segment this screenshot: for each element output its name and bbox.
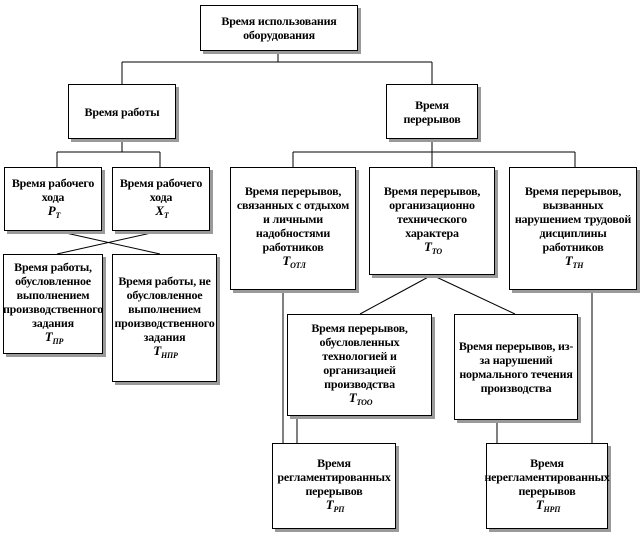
- node-work-x-label: Время рабочего хода: [119, 175, 203, 204]
- node-break-too-label: Время перерывов, обусловленных технологией и организацией производства: [311, 320, 408, 391]
- node-break-otl-symbol: [234, 254, 352, 273]
- node-break-tn-label: Время перерывов, вызванных нарушением трудовой дисциплины работников: [514, 184, 632, 254]
- node-break-tn: [509, 167, 637, 290]
- node-work-tpr-symbol: [3, 330, 103, 349]
- node-work-tnpr-sub: НПР: [161, 350, 178, 360]
- node-break-nrp: [486, 443, 608, 529]
- node-break-nrp-symbol: [484, 498, 609, 517]
- node-break-nt: [454, 314, 578, 420]
- node-break-too-letter: T: [348, 389, 357, 405]
- node-break-rp-symbol: [276, 498, 392, 517]
- node-break-to-text: [373, 184, 491, 259]
- node-work-p-symbol: [8, 204, 98, 223]
- node-work-tpr-letter: T: [44, 328, 53, 344]
- node-work-p: [4, 167, 102, 231]
- node-break-nt-text: Время перерывов, из-за нарушений нормального течения производства: [458, 339, 574, 395]
- node-work-p-sub: Т: [55, 210, 61, 220]
- node-work-tnpr-label: Время работы, не обусловленное выполнением производственного задания: [114, 273, 215, 344]
- node-break-nrp-label: Время нерегламентированных перерывов: [484, 455, 610, 498]
- node-break-too-sub: ТОО: [356, 397, 373, 407]
- node-break-tn-symbol: [513, 254, 633, 273]
- node-work-x-sub: Т: [163, 210, 169, 220]
- node-work: [68, 84, 176, 139]
- node-break-otl-sub: ОТЛ: [290, 261, 306, 270]
- node-work-tpr: [3, 254, 103, 354]
- node-break-otl-label: Время перерывов, связанных с отдыхом и личными надобностями работников: [236, 184, 350, 254]
- node-work-text: Время работы: [84, 104, 160, 119]
- node-work-tpr-sub: ПР: [52, 336, 64, 346]
- node-breaks: [386, 84, 478, 139]
- node-work-tpr-text: [3, 260, 103, 349]
- node-break-to-symbol: [373, 240, 491, 259]
- node-work-x-symbol: [116, 204, 206, 223]
- node-break-rp-sub: РП: [333, 504, 345, 514]
- node-work-tpr-label: Время работы, обусловленное выполнением производственного задания: [2, 259, 104, 330]
- node-break-to-sub: ТО: [431, 246, 442, 256]
- node-work-tnpr-symbol: [114, 344, 214, 363]
- node-work-tnpr-letter: T: [153, 342, 161, 358]
- node-break-tn-sub: ТН: [572, 261, 584, 270]
- node-break-to-letter: T: [423, 238, 432, 254]
- node-work-tnpr: [112, 254, 217, 382]
- node-root: [200, 5, 358, 51]
- node-break-rp: [272, 443, 396, 529]
- node-break-otl: [230, 167, 356, 290]
- node-break-nrp-letter: T: [535, 496, 544, 512]
- node-break-otl-letter: T: [282, 253, 291, 268]
- node-break-too-symbol: [291, 391, 428, 410]
- node-work-x-letter: X: [155, 202, 164, 218]
- node-work-p-text: [8, 176, 98, 223]
- node-work-x-text: [116, 176, 206, 223]
- node-break-nrp-sub: НРП: [543, 504, 561, 514]
- node-break-tn-text: [513, 184, 633, 273]
- node-break-nrp-text: [484, 456, 609, 517]
- node-work-p-letter: P: [47, 202, 56, 218]
- node-break-otl-text: [234, 184, 352, 273]
- node-work-x: [112, 167, 210, 231]
- node-work-tnpr-text: [114, 274, 214, 363]
- node-break-rp-letter: T: [325, 496, 334, 512]
- node-break-to: [369, 167, 495, 275]
- node-breaks-text: Время перерывов: [403, 97, 461, 126]
- node-break-too: [287, 314, 432, 416]
- node-break-to-label: Время перерывов, организационно технического характера: [383, 183, 481, 240]
- node-break-too-text: [291, 321, 428, 410]
- node-root-text: Время использования оборудования: [221, 14, 337, 42]
- node-break-rp-text: [276, 456, 392, 517]
- node-work-p-label: Время рабочего хода: [11, 175, 95, 204]
- node-break-tn-letter: T: [564, 253, 573, 268]
- node-break-rp-label: Время регламентированных перерывов: [277, 455, 391, 498]
